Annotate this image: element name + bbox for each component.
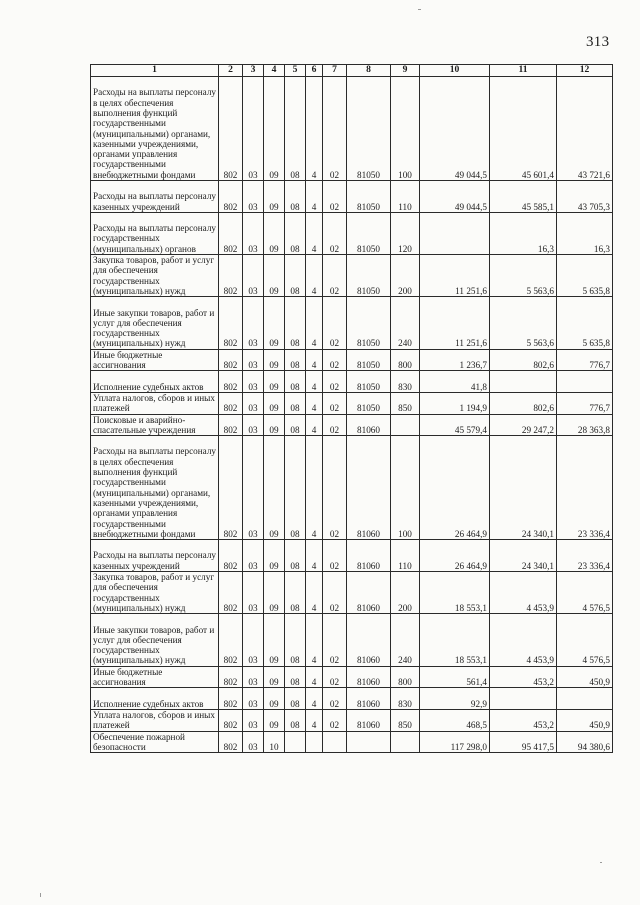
amount-year1: 26 464,9 (420, 436, 490, 540)
amount-year1: 41,8 (420, 371, 490, 393)
amount-year1: 18 553,1 (420, 572, 490, 614)
amount-year1: 26 464,9 (420, 540, 490, 572)
row-description: Исполнение судебных актов (91, 688, 219, 710)
row-description: Уплата налогов, сборов и иных платежей (91, 709, 219, 731)
section-code: 03 (243, 540, 264, 572)
page-number: 313 (586, 34, 610, 50)
table-row (91, 414, 613, 436)
direction-code: 81050 (347, 349, 391, 371)
amount-year1: 49 044,5 (420, 77, 490, 181)
row-description: Закупка товаров, работ и услуг для обеспечения государственных (муниципальных) нужд (91, 572, 219, 614)
row-description: Расходы на выплаты персоналу в целях обеспечения выполнения функций государственными (муниципальными) органами, казенными учреждениями, органами управления государственными внебюджетными фондами (91, 436, 219, 540)
grbs-code: 802 (219, 614, 243, 667)
section-code: 03 (243, 731, 264, 753)
amount-year3: 450,9 (557, 666, 613, 688)
direction-code (347, 731, 391, 753)
amount-year2: 45 601,4 (490, 77, 557, 181)
table-row (91, 297, 613, 350)
direction-code: 81050 (347, 297, 391, 350)
amount-year3: 450,9 (557, 709, 613, 731)
expense-type-code: 240 (391, 614, 420, 667)
subsection-code: 09 (264, 392, 285, 414)
header-cell: 8 (347, 65, 391, 77)
section-code: 03 (243, 349, 264, 371)
grbs-code: 802 (219, 572, 243, 614)
row-description: Иные закупки товаров, работ и услуг для обеспечения государственных (муниципальных) нужд (91, 297, 219, 350)
program-code: 08 (285, 212, 306, 254)
direction-code: 81060 (347, 709, 391, 731)
section-code: 03 (243, 688, 264, 710)
section-code: 03 (243, 77, 264, 181)
grbs-code: 802 (219, 77, 243, 181)
direction-code: 81060 (347, 614, 391, 667)
program-code: 08 (285, 371, 306, 393)
amount-year3: 5 635,8 (557, 255, 613, 297)
subsection-code: 09 (264, 349, 285, 371)
row-description: Поисковые и аварийно-спасательные учреждения (91, 414, 219, 436)
row-description: Расходы на выплаты персоналу казенных учреждений (91, 540, 219, 572)
subprogram-code: 4 (306, 688, 323, 710)
grbs-code: 802 (219, 181, 243, 213)
header-cell: 10 (420, 65, 490, 77)
event-code: 02 (323, 212, 347, 254)
expense-type-code: 800 (391, 666, 420, 688)
amount-year1: 49 044,5 (420, 181, 490, 213)
expense-type-code: 120 (391, 212, 420, 254)
section-code: 03 (243, 212, 264, 254)
amount-year3: 16,3 (557, 212, 613, 254)
expense-type-code: 830 (391, 371, 420, 393)
subprogram-code: 4 (306, 77, 323, 181)
table-row (91, 392, 613, 414)
subprogram-code: 4 (306, 666, 323, 688)
header-cell: 4 (264, 65, 285, 77)
table-row (91, 731, 613, 753)
table-row (91, 255, 613, 297)
direction-code: 81050 (347, 392, 391, 414)
amount-year2: 4 453,9 (490, 572, 557, 614)
program-code: 08 (285, 666, 306, 688)
direction-code: 81050 (347, 255, 391, 297)
table-row (91, 181, 613, 213)
amount-year2: 4 453,9 (490, 614, 557, 667)
program-code: 08 (285, 297, 306, 350)
header-cell: 3 (243, 65, 264, 77)
program-code: 08 (285, 688, 306, 710)
subsection-code: 09 (264, 414, 285, 436)
subprogram-code: 4 (306, 255, 323, 297)
expense-type-code: 200 (391, 572, 420, 614)
subprogram-code: 4 (306, 414, 323, 436)
amount-year3: 28 363,8 (557, 414, 613, 436)
table-row (91, 540, 613, 572)
grbs-code: 802 (219, 731, 243, 753)
table-row (91, 77, 613, 181)
grbs-code: 802 (219, 540, 243, 572)
amount-year2: 16,3 (490, 212, 557, 254)
section-code: 03 (243, 297, 264, 350)
grbs-code: 802 (219, 392, 243, 414)
expense-type-code: 100 (391, 77, 420, 181)
event-code: 02 (323, 255, 347, 297)
subsection-code: 09 (264, 709, 285, 731)
subsection-code: 09 (264, 255, 285, 297)
expense-type-code: 200 (391, 255, 420, 297)
table-row (91, 212, 613, 254)
amount-year2: 802,6 (490, 349, 557, 371)
direction-code: 81060 (347, 666, 391, 688)
subprogram-code: 4 (306, 212, 323, 254)
direction-code: 81060 (347, 688, 391, 710)
row-description: Расходы на выплаты персоналу в целях обеспечения выполнения функций государственными (муниципальными) органами, казенными учреждениями, органами управления государственными внебюджетными фондами (91, 77, 219, 181)
amount-year3: 5 635,8 (557, 297, 613, 350)
grbs-code: 802 (219, 212, 243, 254)
amount-year2: 5 563,6 (490, 255, 557, 297)
direction-code: 81060 (347, 414, 391, 436)
header-cell: 11 (490, 65, 557, 77)
event-code: 02 (323, 181, 347, 213)
amount-year2: 29 247,2 (490, 414, 557, 436)
expense-type-code (391, 731, 420, 753)
section-code: 03 (243, 666, 264, 688)
event-code: 02 (323, 572, 347, 614)
event-code: 02 (323, 371, 347, 393)
amount-year3: 94 380,6 (557, 731, 613, 753)
amount-year2 (490, 371, 557, 393)
amount-year3: 43 721,6 (557, 77, 613, 181)
grbs-code: 802 (219, 666, 243, 688)
amount-year3: 23 336,4 (557, 540, 613, 572)
header-cell: 9 (391, 65, 420, 77)
row-description: Обеспечение пожарной безопасности (91, 731, 219, 753)
header-cell: 5 (285, 65, 306, 77)
program-code: 08 (285, 349, 306, 371)
event-code: 02 (323, 297, 347, 350)
program-code: 08 (285, 572, 306, 614)
program-code: 08 (285, 540, 306, 572)
event-code: 02 (323, 688, 347, 710)
amount-year1: 11 251,6 (420, 255, 490, 297)
row-description: Исполнение судебных актов (91, 371, 219, 393)
subsection-code: 09 (264, 212, 285, 254)
row-description: Расходы на выплаты персоналу казенных учреждений (91, 181, 219, 213)
row-description: Закупка товаров, работ и услуг для обеспечения государственных (муниципальных) нужд (91, 255, 219, 297)
table-row (91, 349, 613, 371)
section-code: 03 (243, 436, 264, 540)
direction-code: 81050 (347, 212, 391, 254)
subprogram-code (306, 731, 323, 753)
amount-year1: 45 579,4 (420, 414, 490, 436)
section-code: 03 (243, 181, 264, 213)
event-code: 02 (323, 392, 347, 414)
amount-year1: 117 298,0 (420, 731, 490, 753)
header-cell: 12 (557, 65, 613, 77)
subprogram-code: 4 (306, 392, 323, 414)
event-code: 02 (323, 614, 347, 667)
subprogram-code: 4 (306, 371, 323, 393)
header-cell: 2 (219, 65, 243, 77)
subprogram-code: 4 (306, 572, 323, 614)
amount-year1: 1 236,7 (420, 349, 490, 371)
amount-year1: 468,5 (420, 709, 490, 731)
scan-mark (600, 862, 602, 863)
table-row (91, 614, 613, 667)
amount-year2: 453,2 (490, 666, 557, 688)
expense-type-code (391, 414, 420, 436)
amount-year3: 776,7 (557, 349, 613, 371)
header-row (91, 65, 613, 77)
event-code: 02 (323, 709, 347, 731)
amount-year3 (557, 371, 613, 393)
subprogram-code: 4 (306, 297, 323, 350)
direction-code: 81060 (347, 572, 391, 614)
row-description: Уплата налогов, сборов и иных платежей (91, 392, 219, 414)
event-code: 02 (323, 414, 347, 436)
subsection-code: 09 (264, 436, 285, 540)
grbs-code: 802 (219, 709, 243, 731)
subsection-code: 09 (264, 77, 285, 181)
event-code (323, 731, 347, 753)
expense-type-code: 110 (391, 540, 420, 572)
table-row (91, 371, 613, 393)
direction-code: 81050 (347, 77, 391, 181)
subsection-code: 09 (264, 181, 285, 213)
grbs-code: 802 (219, 371, 243, 393)
event-code: 02 (323, 540, 347, 572)
amount-year1: 18 553,1 (420, 614, 490, 667)
expense-type-code: 830 (391, 688, 420, 710)
amount-year3: 43 705,3 (557, 181, 613, 213)
grbs-code: 802 (219, 349, 243, 371)
amount-year2: 453,2 (490, 709, 557, 731)
amount-year3: 23 336,4 (557, 436, 613, 540)
expense-type-code: 800 (391, 349, 420, 371)
grbs-code: 802 (219, 255, 243, 297)
program-code: 08 (285, 614, 306, 667)
expense-type-code: 850 (391, 709, 420, 731)
program-code (285, 731, 306, 753)
grbs-code: 802 (219, 297, 243, 350)
table-row (91, 709, 613, 731)
amount-year1: 92,9 (420, 688, 490, 710)
budget-table (90, 64, 613, 753)
subsection-code: 09 (264, 572, 285, 614)
subsection-code: 10 (264, 731, 285, 753)
row-description: Иные бюджетные ассигнования (91, 666, 219, 688)
event-code: 02 (323, 349, 347, 371)
header-cell: 6 (306, 65, 323, 77)
direction-code: 81050 (347, 181, 391, 213)
amount-year3: 4 576,5 (557, 614, 613, 667)
section-code: 03 (243, 371, 264, 393)
amount-year3: 776,7 (557, 392, 613, 414)
row-description: Иные бюджетные ассигнования (91, 349, 219, 371)
amount-year1: 1 194,9 (420, 392, 490, 414)
program-code: 08 (285, 77, 306, 181)
expense-type-code: 100 (391, 436, 420, 540)
scan-mark (418, 9, 421, 10)
subprogram-code: 4 (306, 181, 323, 213)
amount-year1 (420, 212, 490, 254)
amount-year2: 45 585,1 (490, 181, 557, 213)
table-row (91, 436, 613, 540)
amount-year1: 11 251,6 (420, 297, 490, 350)
direction-code: 81060 (347, 540, 391, 572)
direction-code: 81050 (347, 371, 391, 393)
program-code: 08 (285, 255, 306, 297)
row-description: Иные закупки товаров, работ и услуг для обеспечения государственных (муниципальных) нужд (91, 614, 219, 667)
grbs-code: 802 (219, 436, 243, 540)
amount-year2: 802,6 (490, 392, 557, 414)
table-row (91, 666, 613, 688)
direction-code: 81060 (347, 436, 391, 540)
program-code: 08 (285, 414, 306, 436)
header-cell: 7 (323, 65, 347, 77)
table-row (91, 688, 613, 710)
table-row (91, 572, 613, 614)
section-code: 03 (243, 614, 264, 667)
amount-year3: 4 576,5 (557, 572, 613, 614)
amount-year2: 5 563,6 (490, 297, 557, 350)
section-code: 03 (243, 414, 264, 436)
program-code: 08 (285, 181, 306, 213)
amount-year2 (490, 688, 557, 710)
expense-type-code: 850 (391, 392, 420, 414)
section-code: 03 (243, 709, 264, 731)
subprogram-code: 4 (306, 614, 323, 667)
subsection-code: 09 (264, 666, 285, 688)
grbs-code: 802 (219, 414, 243, 436)
section-code: 03 (243, 572, 264, 614)
program-code: 08 (285, 709, 306, 731)
program-code: 08 (285, 392, 306, 414)
grbs-code: 802 (219, 688, 243, 710)
amount-year2: 24 340,1 (490, 540, 557, 572)
amount-year3 (557, 688, 613, 710)
amount-year2: 24 340,1 (490, 436, 557, 540)
event-code: 02 (323, 436, 347, 540)
event-code: 02 (323, 666, 347, 688)
subsection-code: 09 (264, 614, 285, 667)
subprogram-code: 4 (306, 709, 323, 731)
subprogram-code: 4 (306, 436, 323, 540)
section-code: 03 (243, 392, 264, 414)
amount-year1: 561,4 (420, 666, 490, 688)
amount-year2: 95 417,5 (490, 731, 557, 753)
subsection-code: 09 (264, 688, 285, 710)
subsection-code: 09 (264, 371, 285, 393)
expense-type-code: 240 (391, 297, 420, 350)
event-code: 02 (323, 77, 347, 181)
scan-mark (40, 893, 41, 897)
subsection-code: 09 (264, 297, 285, 350)
row-description: Расходы на выплаты персоналу государственных (муниципальных) органов (91, 212, 219, 254)
header-cell: 1 (91, 65, 219, 77)
expense-type-code: 110 (391, 181, 420, 213)
subprogram-code: 4 (306, 540, 323, 572)
subsection-code: 09 (264, 540, 285, 572)
program-code: 08 (285, 436, 306, 540)
section-code: 03 (243, 255, 264, 297)
subprogram-code: 4 (306, 349, 323, 371)
